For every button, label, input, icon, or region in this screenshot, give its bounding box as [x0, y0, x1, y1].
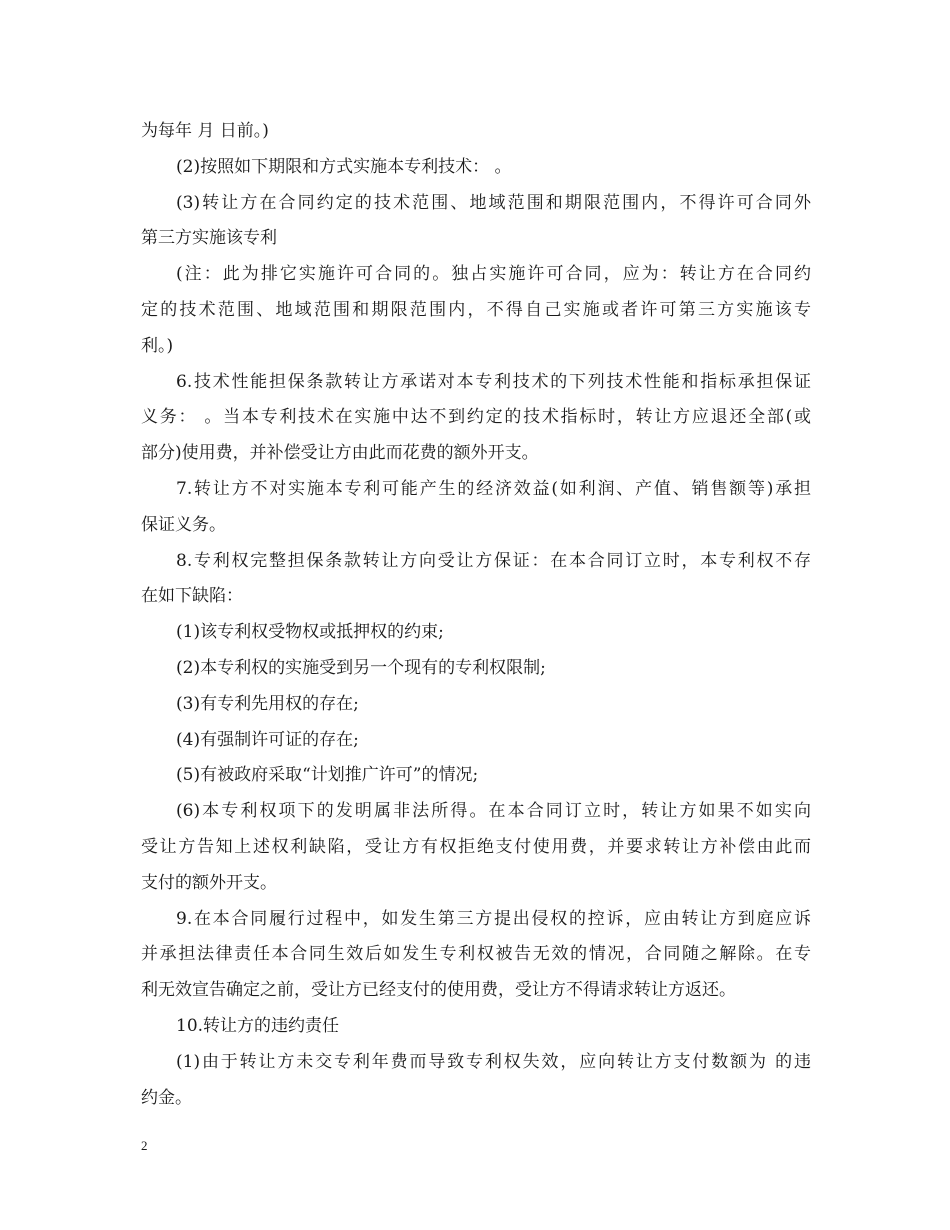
text-line: 定的技术范围、地域范围和期限范围内，不得自己实施或者许可第三方实施该专: [141, 299, 811, 320]
text-line: (2)本专利权的实施受到另一个现有的专利权限制;: [176, 657, 546, 678]
text-line: 支付的额外开支。: [141, 872, 277, 893]
text-line: 利。): [141, 335, 174, 356]
text-line: 在如下缺陷：: [141, 586, 243, 607]
text-line: 部分)使用费，并补偿受让方由此而花费的额外开支。: [141, 443, 539, 464]
text-line: 并承担法律责任本合同生效后如发生专利权被告无效的情况，合同随之解除。在专: [141, 944, 811, 965]
text-line: (2)按照如下期限和方式实施本专利技术： 。: [176, 156, 512, 177]
text-line: 为每年 月 日前。): [141, 121, 269, 141]
text-line: (6)本专利权项下的发明属非法所得。在本合同订立时，转让方如果不如实向: [176, 801, 811, 822]
text-line: 受让方告知上述权利缺陷，受让方有权拒绝支付使用费，并要求转让方补偿由此而: [141, 836, 811, 857]
text-line: 义务： 。当本专利技术在实施中达不到约定的技术指标时，转让方应退还全部(或: [141, 407, 811, 428]
document-body: [141, 116, 811, 1118]
text-line: 8.专利权完整担保条款转让方向受让方保证：在本合同订立时，本专利权不存: [176, 550, 811, 571]
text-line: 利无效宣告确定之前，受让方已经支付的使用费，受让方不得请求转让方返还。: [141, 980, 736, 1001]
text-line: (5)有被政府采取“计划推广许可”的情况;: [176, 765, 479, 786]
text-line: 6.技术性能担保条款转让方承诺对本专利技术的下列技术性能和指标承担保证: [176, 371, 811, 392]
text-line: 约金。: [141, 1087, 192, 1108]
text-line: 9.在本合同履行过程中，如发生第三方提出侵权的控诉，应由转让方到庭应诉: [176, 908, 811, 929]
page-number: 2: [141, 1138, 148, 1153]
text-line: 7.转让方不对实施本专利可能产生的经济效益(如利润、产值、销售额等)承担: [176, 478, 811, 499]
text-line: (1)由于转让方未交专利年费而导致专利权失效，应向转让方支付数额为 的违: [176, 1051, 811, 1072]
text-line: 10.转让方的违约责任: [176, 1015, 340, 1036]
text-line: (1)该专利权受物权或抵押权的约束;: [176, 622, 444, 643]
text-line: (3)转让方在合同约定的技术范围、地域范围和期限范围内，不得许可合同外: [176, 192, 811, 213]
text-line: 保证义务。: [141, 514, 226, 535]
text-line: (注：此为排它实施许可合同的。独占实施许可合同，应为：转让方在合同约: [176, 264, 811, 285]
text-line: 第三方实施该专利: [141, 228, 277, 249]
text-line: (4)有强制许可证的存在;: [176, 729, 359, 750]
text-line: (3)有专利先用权的存在;: [176, 693, 359, 714]
